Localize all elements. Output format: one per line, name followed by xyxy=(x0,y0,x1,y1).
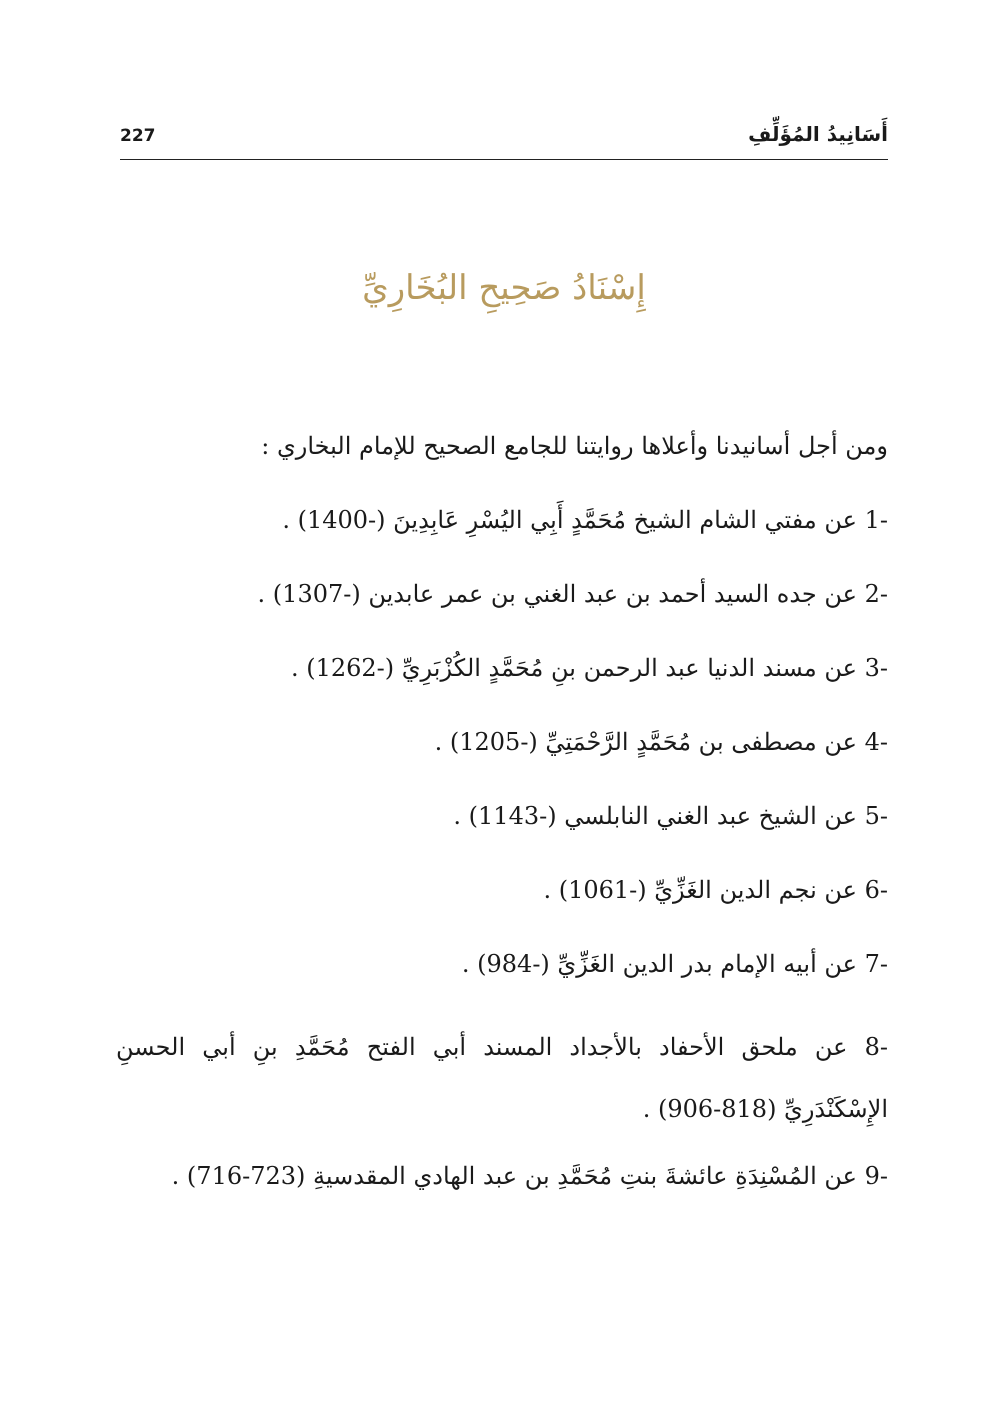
running-title: أَسَانِيدُ المُؤَلِّفِ xyxy=(748,122,888,146)
body-text xyxy=(116,424,888,1228)
isnad-item-3: -3 عن مسند الدنيا عبد الرحمن بنِ مُحَمَّدٍ الكُزْبَرِيِّ (-1262) . xyxy=(290,654,888,682)
isnad-item-4: -4 عن مصطفى بن مُحَمَّدٍ الرَّحْمَتِيِّ (-1205) . xyxy=(434,728,888,756)
isnad-item-5: -5 عن الشيخ عبد الغني النابلسي (-1143) . xyxy=(453,802,888,830)
isnad-item-8: -8 عن ملحق الأحفاد بالأجداد المسند أبي الفتح مُحَمَّدِ بنِ أبي الحسنِ الإِسْكَنْدَرِيِّ (818-906) . xyxy=(116,1033,888,1123)
isnad-item-9: -9 عن المُسْنِدَةِ عائشةَ بنتِ مُحَمَّدِ بن عبد الهادي المقدسيةِ (723-716) . xyxy=(171,1162,888,1190)
page-header xyxy=(120,118,888,160)
isnad-item-2: -2 عن جده السيد أحمد بن عبد الغني بن عمر عابدين (-1307) . xyxy=(257,580,888,608)
page-number: 227 xyxy=(120,126,156,146)
isnad-item-6: -6 عن نجم الدين الغَزِّيِّ (-1061) . xyxy=(543,876,888,904)
isnad-item-7: -7 عن أبيه الإمام بدر الدين الغَزِّيِّ (-984) . xyxy=(461,950,888,978)
header-divider xyxy=(120,159,888,160)
isnad-chain-list xyxy=(116,498,888,1198)
intro-paragraph: ومن أجل أسانيدنا وأعلاها روايتنا للجامع الصحيح للإمام البخاري : xyxy=(261,432,888,460)
isnad-item-1: -1 عن مفتي الشام الشيخ مُحَمَّدٍ أَبِي اليُسْرِ عَابِدِينَ (-1400) . xyxy=(282,506,888,534)
chapter-title: إِسْنَادُ صَحِيحِ البُخَارِيِّ xyxy=(362,268,646,308)
